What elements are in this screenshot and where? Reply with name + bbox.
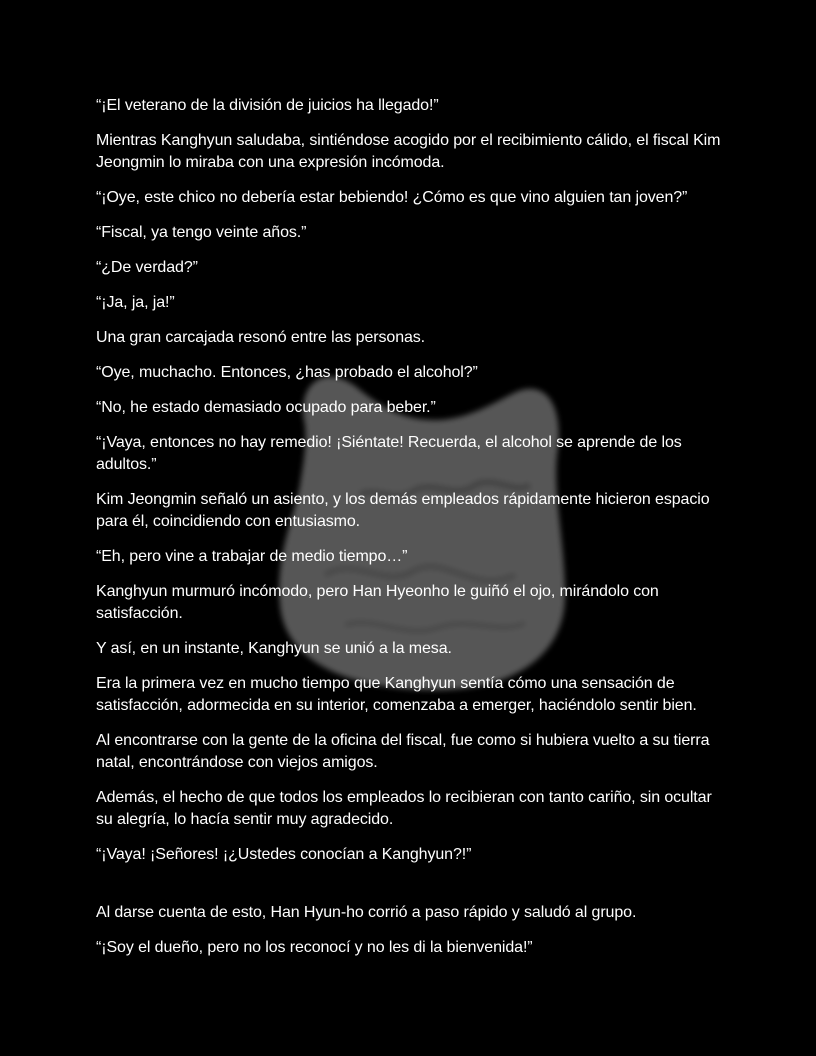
paragraph: Kim Jeongmin señaló un asiento, y los demás empleados rápidamente hicieron espacio para él, coincidiendo con entusiasmo. [96,491,710,530]
paragraph: “¿De verdad?” [96,259,198,276]
paragraph: Mientras Kanghyun saludaba, sintiéndose acogido por el recibimiento cálido, el fiscal Kim Jeongmin lo miraba con una expresión incómoda. [96,132,721,171]
text-column [96,95,724,972]
paragraph: “¡Oye, este chico no debería estar bebiendo! ¿Cómo es que vino alguien tan joven?” [96,189,688,206]
paragraph: “Oye, muchacho. Entonces, ¿has probado el alcohol?” [96,364,478,381]
paragraph: “No, he estado demasiado ocupado para beber.” [96,399,436,416]
paragraph: “Eh, pero vine a trabajar de medio tiempo…” [96,548,408,565]
paragraph: Era la primera vez en mucho tiempo que Kanghyun sentía cómo una sensación de satisfacción, adormecida en su interior, comenzaba a emerger, haciéndolo sentir bien. [96,675,697,714]
paragraph: Al encontrarse con la gente de la oficina del fiscal, fue como si hubiera vuelto a su tierra natal, encontrándose con viejos amigos. [96,732,710,771]
paragraph: Y así, en un instante, Kanghyun se unió a la mesa. [96,640,452,657]
paragraph: Además, el hecho de que todos los empleados lo recibieran con tanto cariño, sin ocultar su alegría, lo hacía sentir muy agradecido. [96,789,712,828]
paragraph: “¡Soy el dueño, pero no los reconocí y no les di la bienvenida!” [96,939,533,956]
paragraph: “¡Ja, ja, ja!” [96,294,175,311]
paragraph: “¡Vaya, entonces no hay remedio! ¡Siéntate! Recuerda, el alcohol se aprende de los adultos.” [96,434,682,473]
paragraph: “Fiscal, ya tengo veinte años.” [96,224,307,241]
paragraph: Kanghyun murmuró incómodo, pero Han Hyeonho le guiñó el ojo, mirándolo con satisfacción. [96,583,659,622]
paragraph: “¡Vaya! ¡Señores! ¡¿Ustedes conocían a Kanghyun?!” [96,846,472,863]
paragraph: Una gran carcajada resonó entre las personas. [96,329,426,346]
paragraph: Al darse cuenta de esto, Han Hyun-ho corrió a paso rápido y saludó al grupo. [96,904,637,921]
paragraph: “¡El veterano de la división de juicios ha llegado!” [96,97,439,114]
